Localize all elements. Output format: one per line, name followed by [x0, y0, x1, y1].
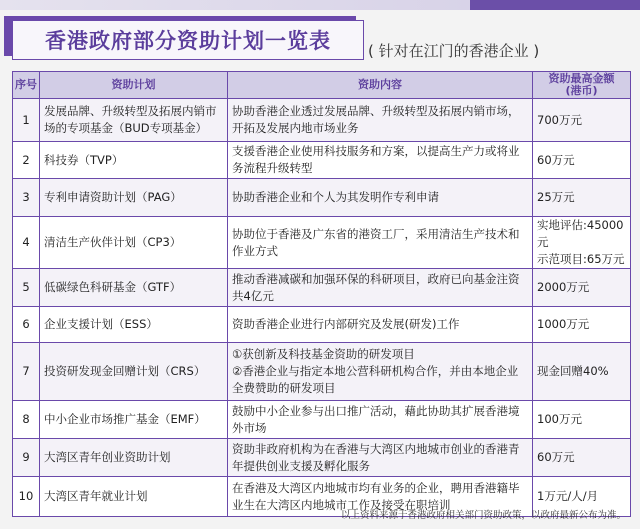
row-no: 1	[13, 99, 40, 142]
row-content: 推动香港减碳和加强环保的科研项目，政府已向基金注资共4亿元	[228, 269, 533, 307]
row-no: 9	[13, 439, 40, 477]
row-plan: 企业支援计划（ESS）	[40, 307, 228, 343]
row-max: 25万元	[533, 179, 631, 217]
row-content: 在香港及大湾区内地城市均有业务的企业，聘用香港籍毕业生在大湾区内地城市工作及接受在职培训	[228, 477, 533, 517]
subsidy-table	[12, 71, 631, 517]
header-max-line2: (港币)	[565, 84, 598, 97]
table-row	[13, 401, 631, 439]
row-content: 鼓励中小企业参与出口推广活动，藉此协助其扩展香港境外市场	[228, 401, 533, 439]
row-no: 8	[13, 401, 40, 439]
row-no: 5	[13, 269, 40, 307]
table-row	[13, 343, 631, 401]
page-title: 香港政府部分资助计划一览表	[45, 29, 331, 53]
source-footnote: 以上资料来源于香港政府相关部门资助政策，以政府最新公布为准。	[340, 510, 626, 521]
row-max: 1万元/人/月	[533, 477, 631, 517]
header-max	[533, 72, 631, 99]
title-banner	[4, 16, 356, 56]
header-plan: 资助计划	[40, 72, 228, 99]
row-plan: 大湾区青年就业计划	[40, 477, 228, 517]
row-plan: 科技券（TVP）	[40, 142, 228, 179]
row-no: 4	[13, 217, 40, 269]
row-plan: 中小企业市场推广基金（EMF）	[40, 401, 228, 439]
table-row	[13, 179, 631, 217]
row-plan: 发展品牌、升级转型及拓展内销市场的专项基金（BUD专项基金）	[40, 99, 228, 142]
row-content: 资助香港企业进行内部研究及发展(研发)工作	[228, 307, 533, 343]
row-content: 协助香港企业透过发展品牌、升级转型及拓展内销市场，开拓及发展内地市场业务	[228, 99, 533, 142]
row-plan: 专利申请资助计划（PAG）	[40, 179, 228, 217]
row-content: 资助非政府机构为在香港与大湾区内地城市创业的香港青年提供创业支援及孵化服务	[228, 439, 533, 477]
row-max: 2000万元	[533, 269, 631, 307]
row-max: 60万元	[533, 439, 631, 477]
header-content: 资助内容	[228, 72, 533, 99]
top-decor-bar	[0, 0, 470, 10]
header-no: 序号	[13, 72, 40, 99]
table-row	[13, 439, 631, 477]
row-plan: 大湾区青年创业资助计划	[40, 439, 228, 477]
row-max: 1000万元	[533, 307, 631, 343]
table-row	[13, 217, 631, 269]
table-row	[13, 142, 631, 179]
row-no: 6	[13, 307, 40, 343]
row-max: 实地评估:45000元 示范项目:65万元	[533, 217, 631, 269]
row-plan: 清洁生产伙伴计划（CP3）	[40, 217, 228, 269]
top-accent-bar	[470, 0, 640, 10]
row-no: 3	[13, 179, 40, 217]
row-plan: 低碳绿色科研基金（GTF）	[40, 269, 228, 307]
table-row	[13, 269, 631, 307]
row-max: 700万元	[533, 99, 631, 142]
row-no: 2	[13, 142, 40, 179]
row-content: 支援香港企业使用科技服务和方案，以提高生产力或将业务流程升级转型	[228, 142, 533, 179]
row-max: 现金回赠40%	[533, 343, 631, 401]
title-frame	[12, 20, 364, 60]
table-header-row	[13, 72, 631, 99]
row-content: ①获创新及科技基金资助的研发项目 ②香港企业与指定本地公营科研机构合作，并由本地企业全费赞助的研发项目	[228, 343, 533, 401]
row-max: 100万元	[533, 401, 631, 439]
row-no: 7	[13, 343, 40, 401]
row-no: 10	[13, 477, 40, 517]
table-row	[13, 99, 631, 142]
row-content: 协助香港企业和个人为其发明作专利申请	[228, 179, 533, 217]
header-max-line1: 资助最高金额	[548, 72, 615, 85]
row-content: 协助位于香港及广东省的港资工厂，采用清洁生产技术和作业方式	[228, 217, 533, 269]
row-plan: 投资研发现金回赠计划（CRS）	[40, 343, 228, 401]
row-max: 60万元	[533, 142, 631, 179]
page-subtitle: ( 针对在江门的香港企业 )	[368, 42, 540, 60]
table-row	[13, 307, 631, 343]
